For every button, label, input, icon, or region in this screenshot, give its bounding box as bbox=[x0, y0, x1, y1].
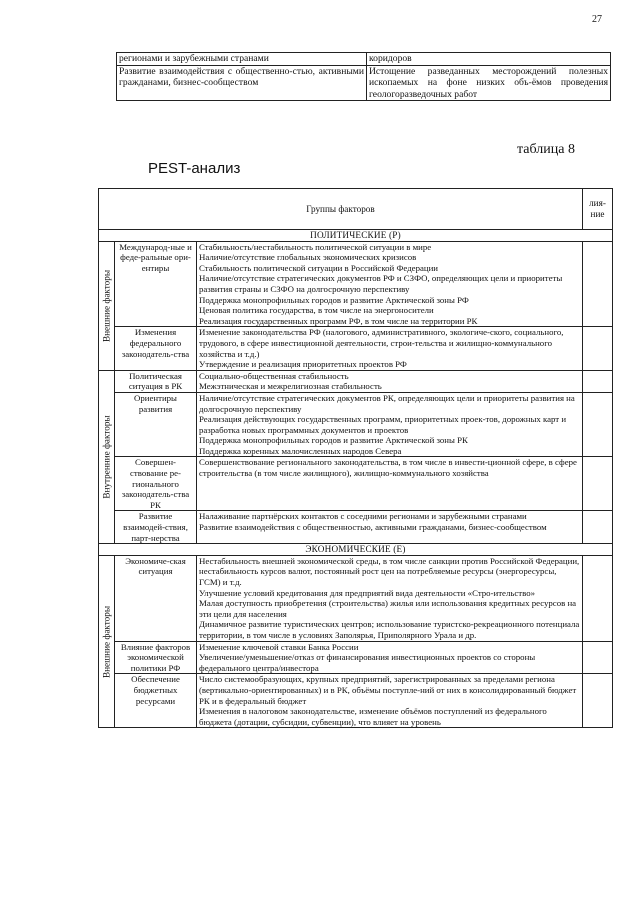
table-cell: Истощение разведанных месторождений полезных ископаемых на фоне низких объ-ёмов проведения геологоразведочных работ bbox=[367, 65, 611, 101]
table-row bbox=[99, 241, 613, 327]
header-row bbox=[99, 189, 613, 230]
factor-list bbox=[197, 641, 583, 674]
factor-item: Ценовая политика государства, в том числе на энергоносители bbox=[199, 305, 434, 316]
section-title: ЭКОНОМИЧЕСКИЕ (Е) bbox=[99, 544, 613, 556]
factor-item: Малая доступность приобретения (строительства) жилья или использования кредитных ресурсов на эти цели для населения bbox=[199, 598, 577, 619]
subgroup-label: Политическая ситуация в РК bbox=[115, 370, 197, 392]
group-label: Внешние факторы bbox=[101, 269, 112, 342]
factor-item: Межэтническая и межрелигиозная стабильность bbox=[199, 381, 382, 392]
table-row bbox=[99, 327, 613, 370]
influence-cell bbox=[583, 370, 613, 392]
factor-item: Число системообразующих, крупных предприятий, зарегистрированных за пределами региона (вертикально-ориентированных) и в РК, объёмы поступле-ний от них в консолидированный бюджет РК и в федеральный бюджет bbox=[199, 674, 577, 706]
influence-cell bbox=[583, 674, 613, 728]
group-label-cell bbox=[99, 241, 115, 370]
factor-list bbox=[197, 674, 583, 728]
table-row bbox=[99, 392, 613, 457]
influence-cell bbox=[583, 555, 613, 641]
table-row bbox=[99, 641, 613, 674]
factor-item: Поддержка монопрофильных городов и развитие Арктической зоны РФ bbox=[199, 294, 469, 305]
table-row bbox=[99, 370, 613, 392]
influence-cell bbox=[583, 392, 613, 457]
influence-cell bbox=[583, 457, 613, 511]
factor-list bbox=[197, 555, 583, 641]
factor-item: Увеличение/уменьшение/отказ от финансирования инвестиционных проектов со стороны федерального центра/инвестора bbox=[199, 652, 536, 673]
table-row bbox=[117, 53, 611, 66]
table-row bbox=[99, 511, 613, 544]
subgroup-label: Совершен-ствование ре-гионального законодатель-ства РК bbox=[115, 457, 197, 511]
subgroup-label: Обеспечение бюджетных ресурсами bbox=[115, 674, 197, 728]
group-label-cell bbox=[99, 555, 115, 728]
table-row bbox=[117, 65, 611, 101]
page-title: PEST-анализ bbox=[148, 160, 241, 177]
group-label: Внешние факторы bbox=[101, 605, 112, 678]
table-cell: Развитие взаимодействия с общественно-стью, активными гражданами, бизнес-сообществом bbox=[117, 65, 367, 101]
factor-list bbox=[197, 511, 583, 544]
factor-item: Нестабильность внешней экономической среды, в том числе санкции против Российской Федерации, нестабильность курсов валют, постоянный рост цен на потребляемые ресурсы (энергоресурсы, ГСМ) и т.д. bbox=[199, 555, 580, 587]
factor-item: Наличие/отсутствие глобальных экономических кризисов bbox=[199, 252, 417, 263]
influence-cell bbox=[583, 511, 613, 544]
factor-list bbox=[197, 392, 583, 457]
groups-header-label: Группы факторов bbox=[306, 203, 375, 214]
factor-item: Наличие/отсутствие стратегических документов РФ и СЗФО, определяющих цели и приоритеты развития страны и СЗФО на долгосрочную перспективу bbox=[199, 273, 563, 294]
factor-item: Реализация государственных программ РФ, в том числе на территории РК bbox=[199, 315, 478, 326]
factor-item: Динамичное развитие туристических центров; использование туристско-рекреационного потенциала территории, в том числе в условиях Заполярья, Приполярного Урала и др. bbox=[199, 619, 580, 640]
pest-table bbox=[98, 188, 613, 728]
page-number: 27 bbox=[592, 14, 602, 25]
factor-list bbox=[197, 327, 583, 370]
group-label-cell bbox=[99, 370, 115, 544]
factor-item: Поддержка монопрофильных городов и развитие Арктической зоны РК bbox=[199, 435, 468, 446]
section-row bbox=[99, 230, 613, 242]
section-row bbox=[99, 544, 613, 556]
subgroup-label: Международ-ные и феде-ральные ори-ентиры bbox=[115, 241, 197, 327]
factor-item: Налаживание партнёрских контактов с соседними регионами и зарубежными странами bbox=[199, 511, 527, 522]
influence-cell bbox=[583, 327, 613, 370]
factor-item: Социально-общественная стабильность bbox=[199, 370, 349, 381]
factor-item: Реализация действующих государственных программ, приоритетных проек-тов, дорожных карт и разработка новых программных документов и проектов bbox=[199, 414, 567, 435]
section-title: ПОЛИТИЧЕСКИЕ (Р) bbox=[99, 230, 613, 242]
subgroup-label: Экономиче-ская ситуация bbox=[115, 555, 197, 641]
factor-item: Утверждение и реализация приоритетных проектов РФ bbox=[199, 359, 407, 370]
influence-cell bbox=[583, 241, 613, 327]
factor-item: Развитие взаимодействия с общественностью, активными гражданами, бизнес-сообществом bbox=[199, 522, 547, 533]
table-caption: таблица 8 bbox=[517, 142, 575, 157]
influence-header-line: лия- bbox=[589, 198, 606, 209]
factor-item: Изменение законодательства РФ (налогового, административного, экологиче-ского, социального, трудового, в сфере инвестиционной деятельности, строи-тельства и жилищно-коммунального хозяйства и т.д.) bbox=[199, 327, 564, 359]
influence-header bbox=[583, 189, 613, 230]
subgroup-label: Развитие взаимодей-ствия, парт-нерства bbox=[115, 511, 197, 544]
factor-item: Стабильность политической ситуации в Российской Федерации bbox=[199, 262, 439, 273]
factor-item: Изменения в налоговом законодательстве, изменение объёмов поступлений из федерального бюджета (дотации, субсидии, субвенции), что влияет на уровень bbox=[199, 706, 547, 727]
factor-list bbox=[197, 241, 583, 327]
table-row bbox=[99, 457, 613, 511]
factor-list bbox=[197, 370, 583, 392]
factor-list bbox=[197, 457, 583, 511]
factor-item: Наличие/отсутствие стратегических документов РК, определяющих цели и приоритеты развития на долгосрочную перспективу bbox=[199, 392, 575, 414]
factor-item: Совершенствование регионального законодательства, в том числе в инвести-ционной сфере, в сфере строительства (в том числе жилищного), жилищно-коммунального хозяйства bbox=[199, 457, 577, 479]
factor-item: Стабильность/нестабильность политической ситуации в мире bbox=[199, 241, 432, 252]
factor-item: Изменение ключевой ставки Банка России bbox=[199, 641, 359, 652]
continuation-table bbox=[116, 52, 611, 101]
groups-header bbox=[99, 189, 583, 230]
influence-header-line: ние bbox=[590, 209, 605, 219]
influence-cell bbox=[583, 641, 613, 674]
table-cell: регионами и зарубежными странами bbox=[117, 53, 367, 66]
table-row bbox=[99, 555, 613, 641]
subgroup-label: Изменения федерального законодатель-ства bbox=[115, 327, 197, 370]
pest-table-body bbox=[99, 189, 613, 728]
factor-item: Улучшение условий кредитования для предприятий вида деятельности «Стро-ительство» bbox=[199, 587, 536, 598]
group-label: Внутренние факторы bbox=[101, 415, 112, 499]
factor-item: Поддержка коренных малочисленных народов Севера bbox=[199, 445, 402, 456]
subgroup-label: Ориентиры развития bbox=[115, 392, 197, 457]
subgroup-label: Влияние факторов экономической политики РФ bbox=[115, 641, 197, 674]
table-cell: коридоров bbox=[367, 53, 611, 66]
table-row bbox=[99, 674, 613, 728]
